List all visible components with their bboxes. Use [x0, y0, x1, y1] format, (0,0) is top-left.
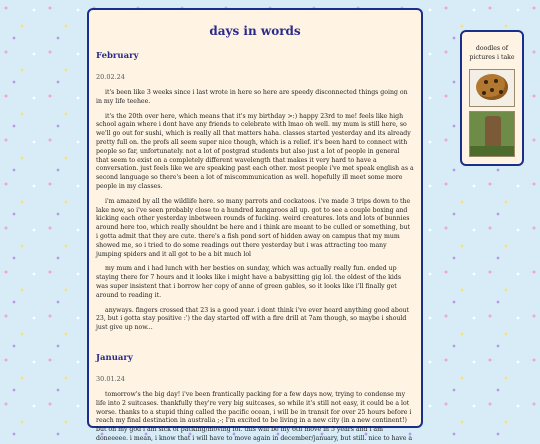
blog-title: days in words	[209, 24, 301, 38]
entry-paragraph: my mum and i had lunch with her besties on sunday, which was actually really fun. ended up staying there for 7 hours and it looks like i might have a babysitting gig lol. the oldest of the kids was super insistent that i borrow her copy of anne of green gables, so it looks like i'll finally get around to reading it.	[96, 265, 402, 299]
entry-month: January	[96, 352, 133, 363]
sidebar-panel	[460, 30, 524, 166]
entry-date: 20.02.24	[96, 73, 125, 81]
cookie-chip	[499, 90, 503, 94]
blog-entry	[96, 353, 414, 444]
entry-month: February	[96, 51, 139, 61]
sidebar-title: doodles of pictures i take	[469, 45, 515, 62]
blog-panel	[87, 8, 423, 442]
blog-entry	[96, 51, 414, 333]
entry-paragraph: it's the 20th over here, which means that it's my birthday >:) happy 23rd to me! feels like high school again where i dont have any friends to celebrate with lmao oh well. my mum is still here, so we'll go out for sushi, which is really all that matters haha. classes started yesterday and its already pretty full on. the profs all seem super nice though, which is a relief. it's been hard to connect with people so far, unfortunately. not a lot of postgrad students but also just a lot of people in general that seem to exist on a completely different wavelength that makes it very hard to have a conversation. just feels like we are speaking past each other. most people i've met speak english as a second language so there's been a lot of miscommunication as well. hopefully ill meet some more people in my classes.	[96, 112, 414, 190]
entry-paragraph: anyways. fingers crossed that 23 is a good year. i dont think i've ever heard anything good about 23, but i gotta stay positive :') the day started off with a fire drill at 7am though, so maybe i should just give up now...	[96, 306, 410, 332]
cookie-chip	[484, 80, 488, 84]
tree-moss	[470, 146, 514, 156]
tree-doodle-image[interactable]	[469, 111, 515, 157]
cookie-chip	[482, 91, 486, 95]
cookie-chip	[490, 88, 494, 92]
cookie-doodle-image[interactable]	[469, 69, 515, 107]
cookie-chip	[494, 79, 498, 83]
cookie-shape	[476, 74, 508, 100]
entry-paragraph: i'm amazed by all the wildlife here. so many parrots and cockatoos. i've made 3 trips down to the lake now, so i've seen probably close to a hundred kangaroos all up. got to see a couple boxing and kicking each other yesterday inbetween rounds of fucking. weird creatures. lots and lots of bunnies around here too, which really shouldnt be here and i think are meant to be culled or something, but i gotta admit that they are cute. there's a fish pond sort of hidden away on campus that my mum showed me, so i tried to do some readings out there yesterday but i was attracting too many jumping spiders and it all got to be a bit much lol	[96, 197, 411, 258]
entry-paragraph: tomorrow's the big day! i've been frantically packing for a few days now, trying to condense my life into 2 suitcases. thankfully they're very big suitcases, so while it's still not easy, it could be a lot worse. thanks to a stupid thing called the pacific ocean, i will be in transit for over 25 hours before i reach my final destination in australia ;-; I'm excited to be living in a new city (in a new continent!) but oh my god i am sick of packing/moving lol. this will be my 6th move in 5 years and i am doneeeee. i mean, i know that i will have to move again in december/january, but still. nice to have a	[96, 390, 413, 442]
entry-paragraph: it's been like 3 weeks since i last wrote in here so here are speedy disconnected things going on in my life teehee.	[96, 89, 408, 105]
entry-date: 30.01.24	[96, 374, 125, 383]
